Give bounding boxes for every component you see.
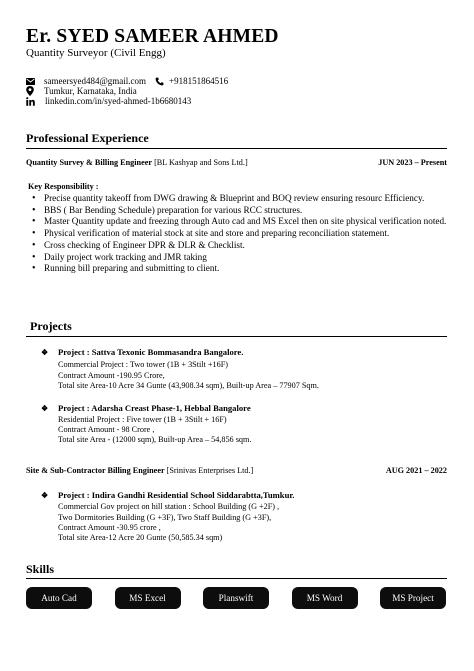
job-1-dates: JUN 2023 – Present: [378, 158, 447, 167]
skills-list: [26, 587, 446, 609]
diamond-bullet-icon: ❖: [41, 347, 49, 357]
project-1-title-row: [41, 347, 243, 357]
location-pin-icon: [26, 86, 34, 96]
job-2-role: Site & Sub-Contractor Billing Engineer: [26, 466, 165, 475]
phone-number[interactable]: +918151864516: [169, 76, 229, 86]
job-1-role: Quantity Survey & Billing Engineer: [26, 158, 153, 167]
phone-icon: [155, 77, 164, 86]
skills-divider: [26, 578, 447, 579]
contact-row-email-phone: [26, 76, 228, 86]
list-item: • Running bill preparing and submitting to client.: [30, 263, 450, 274]
list-item: • Cross checking of Engineer DPR & DLR & Checklist.: [30, 240, 450, 251]
project-3-title-row: [41, 490, 295, 500]
job-2-company: [Srinivas Enterprises Ltd.]: [166, 466, 254, 475]
skill-chip-ms-excel: MS Excel: [115, 587, 181, 609]
project-3-detail: Total site Area-12 Acre 20 Gunte (50,585.34 sqm): [58, 533, 223, 542]
skills-heading: Skills: [26, 562, 55, 576]
project-2-detail: Total site Area - (12000 sqm), Built-up Area – 54,856 sqm.: [58, 435, 252, 444]
project-3-detail: Two Dormitories Building (G +3F), Two Staff Building (G +3F),: [58, 513, 272, 522]
project-3-title: Project : Indira Gandhi Residential School Siddarabtta,Tumkur.: [58, 490, 295, 500]
experience-heading: Professional Experience: [26, 131, 149, 145]
key-responsibility-label: Key Responsibility :: [28, 182, 99, 191]
job-1-header: [26, 158, 447, 167]
skill-chip-autocad: Auto Cad: [26, 587, 92, 609]
candidate-name: Er. SYED SAMEER AHMED: [26, 26, 279, 47]
linkedin-link[interactable]: linkedin.com/in/syed-ahmed-1b6680143: [45, 96, 192, 106]
project-2-title: Project : Adarsha Creast Phase-1, Hebbal Bangalore: [58, 403, 251, 413]
project-2-detail: Residential Project : Five tower (1B + 3Stilt + 16F): [58, 415, 227, 424]
contact-row-linkedin: [26, 96, 191, 106]
project-1-title: Project : Sattva Texonic Bommasandra Bangalore.: [58, 347, 244, 357]
job-2-dates: AUG 2021 – 2022: [385, 466, 447, 475]
email-link[interactable]: sameersyed484@gmail.com: [44, 76, 147, 86]
diamond-bullet-icon: ❖: [41, 490, 49, 500]
job-2-header: [26, 466, 447, 475]
location-text: Tumkur, Karnataka, India: [44, 86, 137, 96]
diamond-bullet-icon: ❖: [41, 403, 49, 413]
list-item: • Precise quantity takeoff from DWG drawing & Blueprint and BOQ review ensuring resourc Efficiency.: [30, 193, 450, 204]
project-1-detail: Commercial Project : Two tower (1B + 3Stilt +16F): [58, 360, 228, 369]
skill-chip-planswift: Planswift: [203, 587, 269, 609]
list-item: • BBS ( Bar Bending Schedule) preparation for various RCC structures.: [30, 205, 450, 216]
project-2-title-row: [41, 403, 251, 413]
job-1-company: [BL Kashyap and Sons Ltd.]: [154, 158, 248, 167]
project-3-detail: Contract Amount -30.95 crore ,: [58, 523, 161, 532]
list-item: • Physical verification of material stock at site and store and preparing reconciliation statement.: [30, 228, 450, 239]
email-icon: [26, 78, 35, 85]
responsibility-list: [30, 193, 450, 275]
project-2-detail: Contract Amount - 98 Crore ,: [58, 425, 155, 434]
candidate-title: Quantity Surveyor (Civil Engg): [26, 47, 166, 59]
skill-chip-ms-project: MS Project: [380, 587, 446, 609]
list-item: • Master Quantity update and freezing through Auto cad and MS Excel then on site physical verification noted.: [30, 216, 450, 227]
projects-divider: [26, 336, 447, 337]
list-item: • Daily project work tracking and JMR taking: [30, 252, 450, 263]
project-3-detail: Commercial Gov project on hill station : School Building (G +2F) ,: [58, 502, 280, 511]
linkedin-icon: [26, 97, 35, 106]
project-1-detail: Contract Amount -190.95 Crore,: [58, 371, 165, 380]
experience-divider: [26, 148, 447, 149]
skill-chip-ms-word: MS Word: [292, 587, 358, 609]
contact-row-location: [26, 86, 137, 96]
projects-heading: Projects: [30, 319, 72, 333]
project-1-detail: Total site Area-10 Acre 34 Gunte (43,908.34 sqm), Built-up Area – 77907 Sqm.: [58, 381, 319, 390]
